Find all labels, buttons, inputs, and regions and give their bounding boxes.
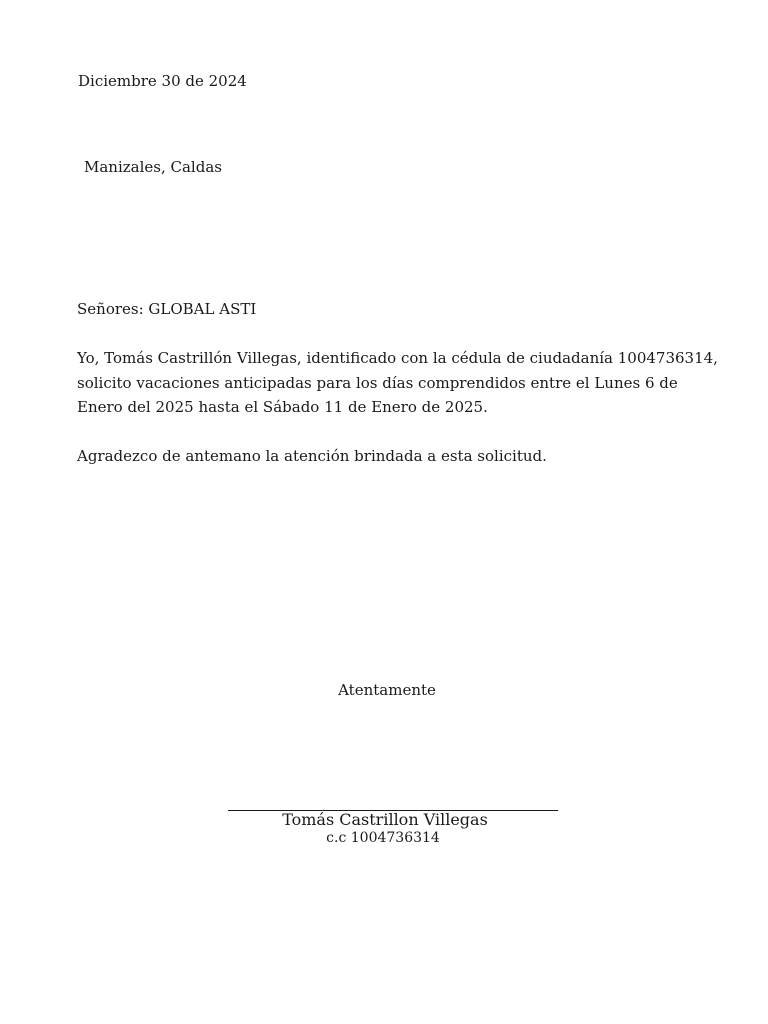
body-line: solicito vacaciones anticipadas para los días comprendidos entre el Lunes 6 de xyxy=(77,373,678,392)
signer-id: c.c 1004736314 xyxy=(326,830,440,846)
letter-thanks: Agradezco de antemano la atención brindada a esta solicitud. xyxy=(77,447,547,465)
body-line: Yo, Tomás Castrillón Villegas, identificado con la cédula de ciudadanía 1004736314, xyxy=(77,349,718,367)
letter-body xyxy=(77,346,717,420)
letter-closing: Atentamente xyxy=(338,681,436,699)
letter-date: Diciembre 30 de 2024 xyxy=(78,72,247,90)
letter-addressee: Señores: GLOBAL ASTI xyxy=(77,300,257,318)
body-line: Enero del 2025 hasta el Sábado 11 de Enero de 2025. xyxy=(77,398,488,416)
signer-name: Tomás Castrillon Villegas xyxy=(282,810,488,829)
letter-city: Manizales, Caldas xyxy=(84,158,222,176)
